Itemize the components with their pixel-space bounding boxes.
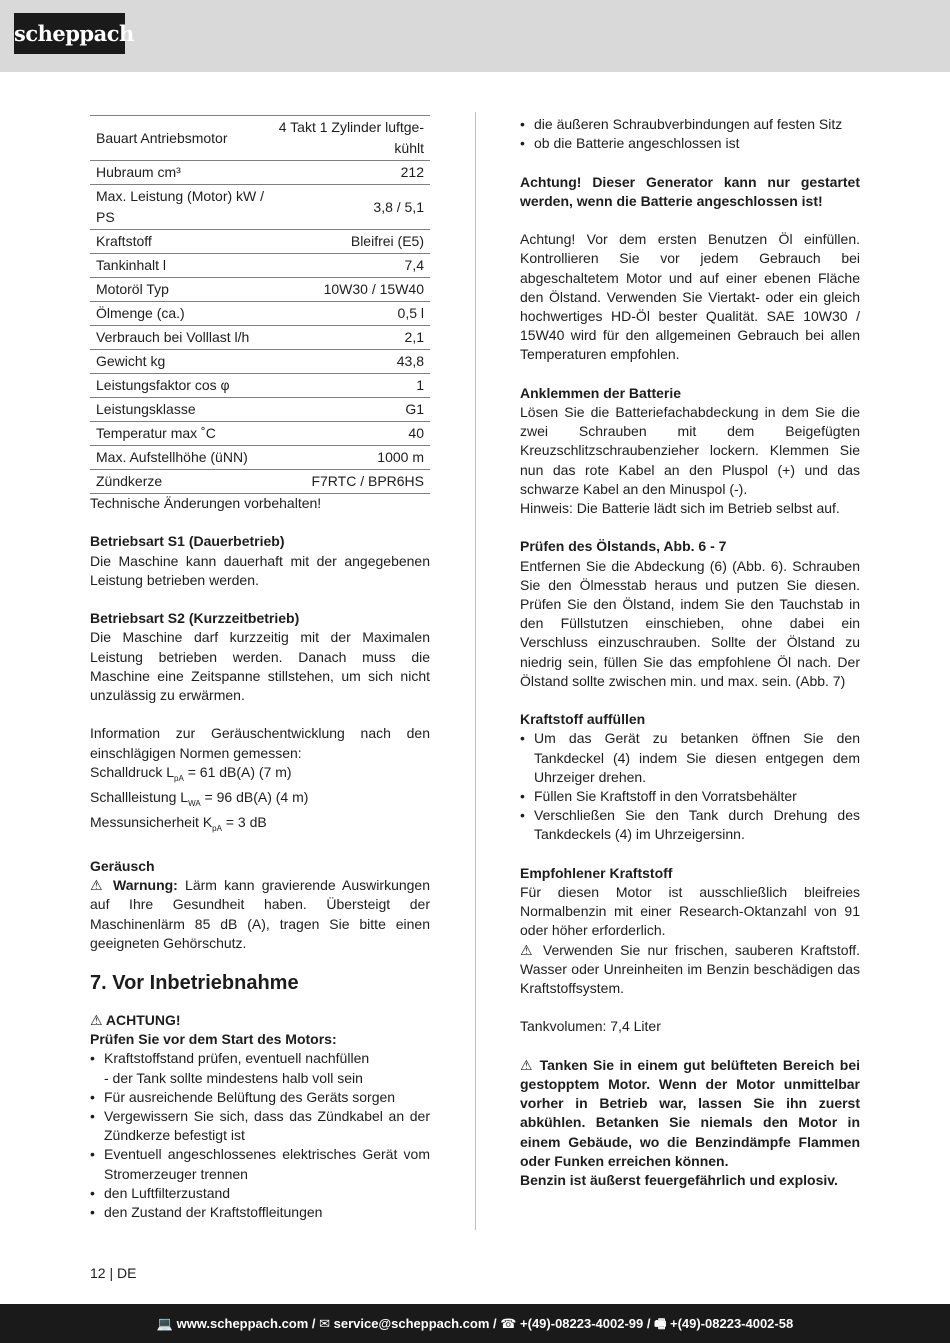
oil-text: Achtung! Vor dem ersten Benutzen Öl einfüllen. Kontrollieren Sie vor jedem Gebrauch bei abgeschaltetem Motor und auf einer ebenen Fläche den Ölstand. Verwenden Sie Viertakt- oder ein gleich hochwertiges HD-Öl bester Qualität. SAE 10W30 / 15W40 wird für den allgemeinen Gebrauch bei allen Temperaturen empfohlen. bbox=[520, 231, 860, 363]
page-footer bbox=[0, 1304, 950, 1343]
list-item: • Für ausreichende Belüftung des Geräts sorgen bbox=[90, 1088, 396, 1105]
spec-label: Max. Aufstellhöhe (üNN) bbox=[90, 446, 272, 470]
spec-value: 1000 m bbox=[272, 446, 430, 470]
spec-value: 2,1 bbox=[272, 326, 430, 350]
spec-label: Leistungsklasse bbox=[90, 398, 272, 422]
page-number: 12 | DE bbox=[90, 1265, 137, 1281]
list-item: • Eventuell angeschlossenes elektrisches Gerät vom Stromerzeuger trennen bbox=[90, 1146, 430, 1182]
list-item: • die äußeren Schraubverbindungen auf festen Sitz bbox=[520, 116, 843, 132]
check-list bbox=[90, 1049, 430, 1222]
spec-value: 3,8 / 5,1 bbox=[272, 185, 430, 230]
recfuel-text: Für diesen Motor ist ausschließlich bleifreies Normalbenzin mit einer Research-Oktanzahl von 91 oder höher erforderlich. bbox=[520, 884, 860, 939]
tank-volume: Tankvolumen: 7,4 Liter bbox=[520, 1018, 661, 1035]
s2-heading: Betriebsart S2 (Kurzzeitbetrieb) bbox=[90, 610, 300, 627]
table-row bbox=[90, 254, 430, 278]
table-row bbox=[90, 470, 430, 494]
list-item: • Vergewissern Sie sich, dass das Zündkabel an der Zündkerze befestigt ist bbox=[90, 1108, 430, 1144]
spec-value: 40 bbox=[272, 422, 430, 446]
table-row bbox=[90, 230, 430, 254]
explosive-note: Benzin ist äußerst feuergefährlich und explosiv. bbox=[520, 1172, 838, 1189]
noise-line-2: Schallleistung $L_{WA} = 96$ dB(A) (4 m) bbox=[90, 788, 309, 808]
achtung-label: ⚠ ACHTUNG! bbox=[90, 1012, 181, 1028]
spec-label: Ölmenge (ca.) bbox=[90, 302, 272, 326]
spec-value: 4 Takt 1 Zylinder luftge-kühlt bbox=[272, 116, 430, 161]
oilcheck-text: Entfernen Sie die Abdeckung (6) (Abb. 6). Schrauben Sie den Ölmesstab heraus und putzen Sie diesen. Prüfen Sie den Ölstand, indem Sie den Tauchstab in den Füllstutzen einschieben, ohne dabei ein Verschluss einzuschrauben. Sollte der Ölstand zu niedrig sein, füllen Sie das empfohlene Öl nach. Der Ölstand sollte zwischen min. und max. sein. (Abb. 7) bbox=[520, 557, 860, 689]
spec-value: 10W30 / 15W40 bbox=[272, 278, 430, 302]
table-row bbox=[90, 116, 430, 161]
battery-heading: Anklemmen der Batterie bbox=[520, 384, 682, 401]
list-item: • ob die Batterie angeschlossen ist bbox=[520, 135, 740, 152]
spec-label: Verbrauch bei Volllast l/h bbox=[90, 326, 272, 350]
table-row bbox=[90, 302, 430, 326]
recfuel-heading: Empfohlener Kraftstoff bbox=[520, 864, 673, 881]
spec-value: 7,4 bbox=[272, 254, 430, 278]
spec-table bbox=[90, 115, 430, 494]
list-item: • Verschließen Sie den Tank durch Drehung des Tankdeckels (4) im Uhrzeigersinn. bbox=[520, 807, 860, 843]
spec-label: Temperatur max ˚C bbox=[90, 422, 272, 446]
spec-label: Gewicht kg bbox=[90, 350, 272, 374]
table-row bbox=[90, 185, 430, 230]
spec-label: Kraftstoff bbox=[90, 230, 272, 254]
spec-value: Bleifrei (E5) bbox=[272, 230, 430, 254]
oilcheck-heading: Prüfen des Ölstands, Abb. 6 - 7 bbox=[520, 538, 727, 555]
fuel-list bbox=[520, 729, 860, 844]
check-heading: Prüfen Sie vor dem Start des Motors: bbox=[90, 1031, 337, 1048]
table-row bbox=[90, 398, 430, 422]
column-divider bbox=[475, 112, 476, 1230]
footer-contact: 💻 www.scheppach.com / ✉ service@scheppach.com / ☎ +(49)-08223-4002-99 / 🖷 +(49)-08223-4002-58 bbox=[156, 1316, 794, 1331]
list-item: • Kraftstoffstand prüfen, eventuell nachfüllen - der Tank sollte mindestens halb voll sein bbox=[90, 1050, 370, 1086]
spec-label: Bauart Antriebsmotor bbox=[90, 116, 272, 161]
section-title: 7. Vor Inbetriebnahme bbox=[90, 972, 299, 994]
spec-label: Leistungsfaktor cos φ bbox=[90, 374, 272, 398]
spec-label: Hubraum cm³ bbox=[90, 161, 272, 185]
table-row bbox=[90, 422, 430, 446]
table-row bbox=[90, 278, 430, 302]
s1-text: Die Maschine kann dauerhaft mit der angegebenen Leistung betrieben werden. bbox=[90, 552, 430, 588]
table-row bbox=[90, 161, 430, 185]
achtung-start: Achtung! Dieser Generator kann nur gestartet werden, wenn die Batterie angeschlossen ist! bbox=[520, 173, 860, 209]
spec-value: 0,5 l bbox=[272, 302, 430, 326]
table-row bbox=[90, 446, 430, 470]
page-header bbox=[0, 0, 950, 72]
warning-label: ⚠ Warnung: bbox=[90, 877, 178, 894]
table-row bbox=[90, 326, 430, 350]
spec-label: Zündkerze bbox=[90, 470, 272, 494]
spec-label: Max. Leistung (Motor) kW / PS bbox=[90, 185, 272, 230]
spec-value: 212 bbox=[272, 161, 430, 185]
spec-label: Tankinhalt l bbox=[90, 254, 272, 278]
list-item: • Füllen Sie Kraftstoff in den Vorratsbehälter bbox=[520, 788, 797, 805]
s2-text: Die Maschine darf kurzzeitig mit der Maximalen Leistung betrieben werden. Danach muss die Maschine eine Zeitspanne stillstehen, um sich nicht unzulässig zu erwärmen. bbox=[90, 629, 430, 703]
noise-line-1: Schalldruck $L_{pA} = 61$ dB(A) (7 m) bbox=[90, 763, 292, 783]
s1-heading: Betriebsart S1 (Dauerbetrieb) bbox=[90, 533, 285, 550]
noise-intro: Information zur Geräuschentwicklung nach den einschlägigen Normen gemessen: bbox=[90, 725, 430, 761]
battery-hint: Hinweis: Die Batterie lädt sich im Betrieb selbst auf. bbox=[520, 500, 840, 517]
fuel-heading: Kraftstoff auffüllen bbox=[520, 711, 646, 728]
changes-note: Technische Änderungen vorbehalten! bbox=[90, 495, 322, 511]
spec-value: F7RTC / BPR6HS bbox=[272, 470, 430, 494]
tank-warning: ⚠ Tanken Sie in einem gut belüfteten Bereich bei gestopptem Motor. Wenn der Motor unmittelbar vorher in Betrieb war, lassen Sie ihn zuerst abkühlen. Betanken Sie niemals den Motor in einem Gebäude, wo die Benzindämpfe Flammen oder Funken erreichen können. bbox=[520, 1056, 860, 1169]
scheppach-logo: scheppach bbox=[14, 13, 125, 54]
list-item: • den Luftfilterzustand bbox=[90, 1184, 231, 1201]
geraeusch-heading: Geräusch bbox=[90, 857, 155, 874]
list-item: • den Zustand der Kraftstoffleitungen bbox=[90, 1204, 323, 1221]
spec-value: G1 bbox=[272, 398, 430, 422]
table-row bbox=[90, 374, 430, 398]
noise-warning: ⚠ Warnung: Lärm kann gravierende Auswirkungen auf Ihre Gesundheit haben. Übersteigt der Maschinenlärm 85 dB (A), tragen Sie bitte einen geeigneten Gehörschutz. bbox=[90, 877, 430, 951]
spec-label: Motoröl Typ bbox=[90, 278, 272, 302]
right-column bbox=[520, 115, 860, 1190]
list-item: • Um das Gerät zu betanken öffnen Sie den Tankdeckel (4) indem Sie diesen entgegen dem Uhrzeiger drehen. bbox=[520, 730, 860, 785]
spec-value: 1 bbox=[272, 374, 430, 398]
spec-value: 43,8 bbox=[272, 350, 430, 374]
battery-text: Lösen Sie die Batteriefachabdeckung in dem Sie die zwei Schrauben mit dem Beigefügten Kreuzschlitzschraubenzieher lockern. Klemmen Sie nun das rote Kabel an den Pluspol (+) und das schwarze Kabel an den Minuspol (-). bbox=[520, 404, 860, 497]
table-row bbox=[90, 350, 430, 374]
left-column bbox=[90, 115, 430, 1222]
recfuel-warning: ⚠ Verwenden Sie nur frischen, sauberen Kraftstoff. Wasser oder Unreinheiten im Benzin beschädigen das Kraftstoffsystem. bbox=[520, 941, 860, 997]
noise-line-3: Messunsicherheit $K_{pA} = 3$ dB bbox=[90, 813, 267, 833]
top-list bbox=[520, 115, 860, 153]
